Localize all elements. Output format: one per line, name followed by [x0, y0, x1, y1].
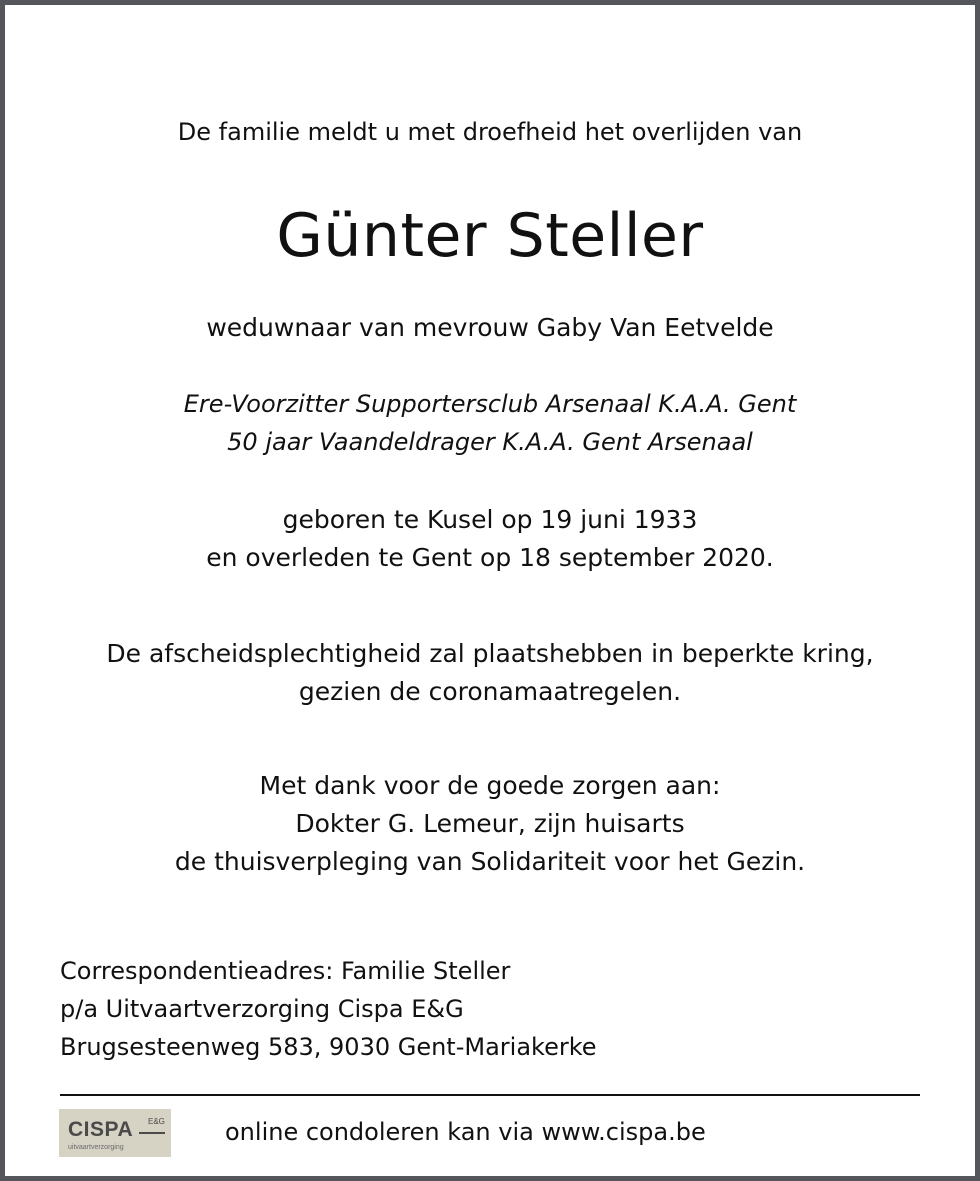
address-line: Correspondentieadres: Familie Steller: [60, 957, 511, 985]
logo-suffix: E&G: [148, 1117, 165, 1126]
title-line: 50 jaar Vaandeldrager K.A.A. Gent Arsenaal: [227, 428, 753, 456]
title-line: Ere-Voorzitter Supportersclub Arsenaal K.A.A. Gent: [183, 390, 797, 418]
ceremony-line: De afscheidsplechtigheid zal plaatshebben in beperkte kring,: [106, 639, 874, 668]
online-condolence-link[interactable]: online condoleren kan via www.cispa.be: [225, 1118, 706, 1146]
widow-of-text: weduwnaar van mevrouw Gaby Van Eetvelde: [206, 313, 774, 342]
intro-text: De familie meldt u met droefheid het overlijden van: [177, 118, 803, 146]
footer-divider: [60, 1094, 920, 1096]
logo-rule: [139, 1132, 165, 1134]
thanks-line: Dokter G. Lemeur, zijn huisarts: [295, 809, 685, 838]
thanks-line: de thuisverpleging van Solidariteit voor het Gezin.: [174, 847, 806, 876]
birth-line: geboren te Kusel op 19 juni 1933: [282, 505, 698, 534]
life-dates: [5, 501, 975, 577]
thanks-section: [5, 767, 975, 881]
correspondence-address: [60, 952, 597, 1066]
ceremony-notice: [5, 635, 975, 711]
ceremony-line: gezien de coronamaatregelen.: [298, 677, 682, 706]
deceased-name: Günter Steller: [276, 201, 704, 271]
address-line: Brugsesteenweg 583, 9030 Gent-Mariakerke: [60, 1033, 597, 1061]
cispa-logo: [59, 1109, 171, 1157]
logo-wordmark: CISPA: [68, 1118, 134, 1141]
thanks-line: Met dank voor de goede zorgen aan:: [259, 771, 721, 800]
honorary-titles: [5, 385, 975, 461]
death-line: en overleden te Gent op 18 september 2020.: [206, 543, 774, 572]
logo-subtitle: uitvaartverzorging: [68, 1144, 124, 1151]
address-line: p/a Uitvaartverzorging Cispa E&G: [60, 995, 464, 1023]
